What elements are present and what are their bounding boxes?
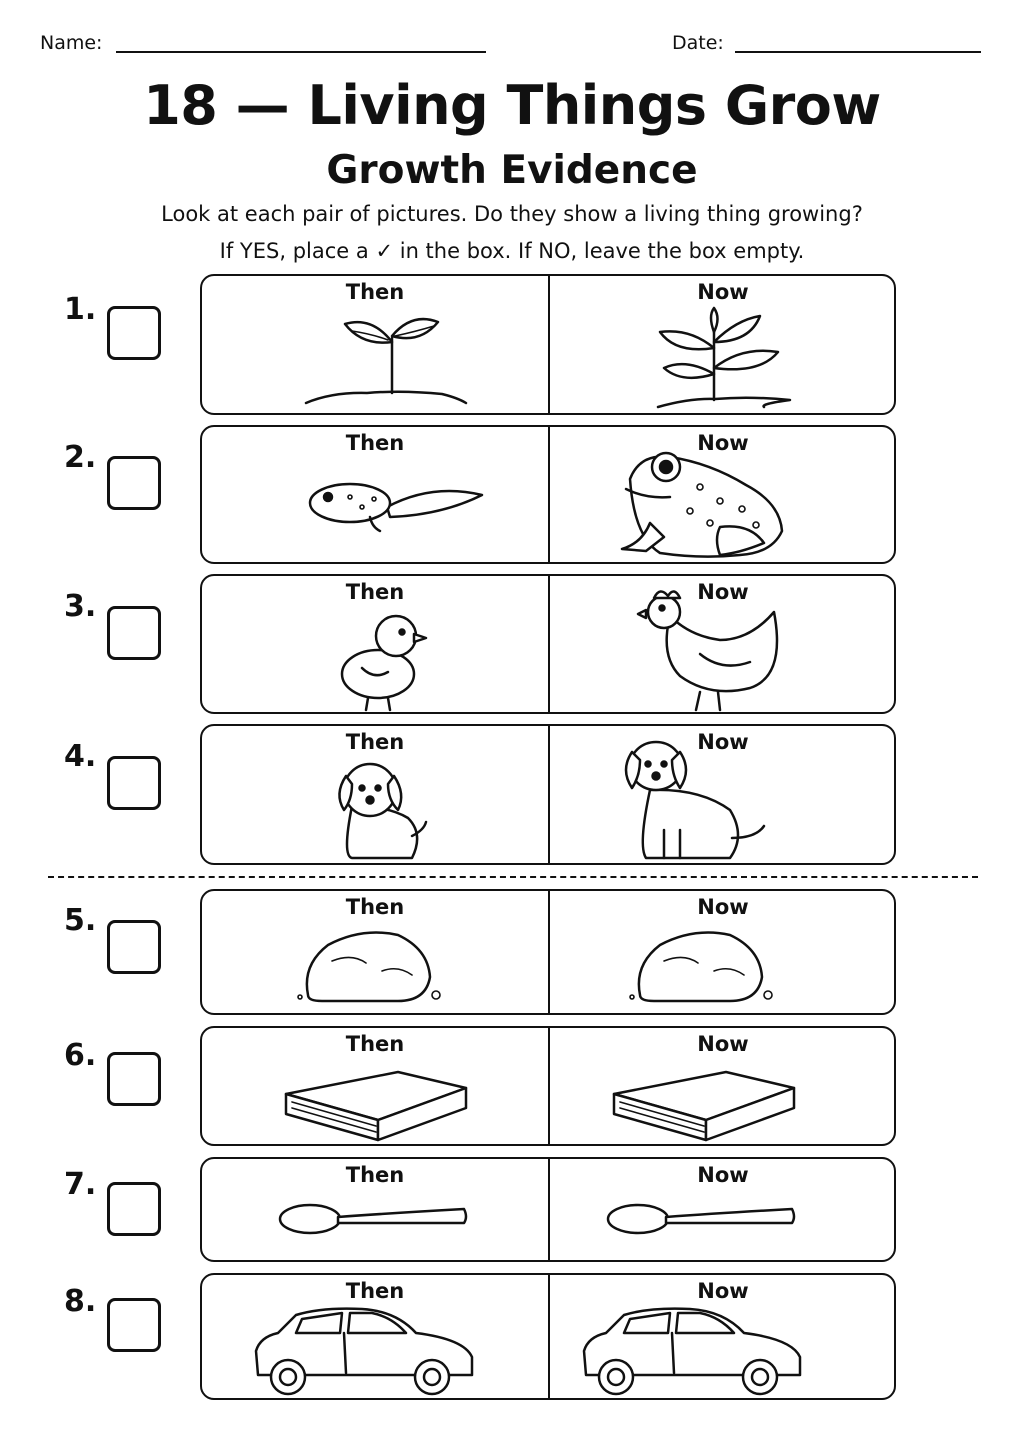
now-panel (548, 1159, 896, 1260)
instruction-line-1: Look at each pair of pictures. Do they show a living thing growing? (161, 202, 863, 226)
answer-checkbox-8[interactable] (107, 1298, 161, 1352)
then-panel (202, 427, 548, 562)
instruction-text-a: If YES, place a (219, 239, 369, 263)
then-label: Then (345, 730, 405, 754)
item-number: 6. (64, 1038, 97, 1073)
car-icon (550, 1275, 896, 1400)
now-label: Now (697, 1163, 749, 1187)
seedling-icon (202, 276, 550, 415)
young-plant-icon (550, 276, 896, 415)
rock-icon (202, 891, 550, 1015)
picture-pair-6 (200, 1026, 896, 1146)
hen-icon (550, 576, 896, 714)
picture-pair-3 (200, 574, 896, 714)
now-panel (548, 726, 896, 863)
now-label: Now (697, 1279, 749, 1303)
item-number: 2. (64, 440, 97, 475)
book-icon (550, 1028, 896, 1146)
spoon-icon (202, 1159, 550, 1262)
rock-icon (550, 891, 896, 1015)
now-label: Now (697, 580, 749, 604)
instruction-line-2 (0, 238, 1024, 264)
picture-pair-7 (200, 1157, 896, 1262)
page-title: 18 — Living Things Grow (143, 74, 881, 137)
picture-pair-4 (200, 724, 896, 865)
answer-checkbox-7[interactable] (107, 1182, 161, 1236)
spoon-icon (550, 1159, 896, 1262)
answer-checkbox-6[interactable] (107, 1052, 161, 1106)
then-label: Then (345, 431, 405, 455)
then-panel (202, 276, 548, 413)
item-number: 8. (64, 1284, 97, 1319)
answer-checkbox-1[interactable] (107, 306, 161, 360)
picture-pair-1 (200, 274, 896, 415)
now-label: Now (697, 1032, 749, 1056)
instruction-text-b: in the box. If NO, leave the box empty. (399, 239, 805, 263)
date-field[interactable] (735, 51, 981, 53)
then-panel (202, 1275, 548, 1398)
then-panel (202, 1159, 548, 1260)
tadpole-icon (202, 427, 550, 564)
checkmark-icon: ✓ (375, 239, 394, 263)
car-icon (202, 1275, 550, 1400)
then-panel (202, 726, 548, 863)
now-panel (548, 576, 896, 712)
now-label: Now (697, 730, 749, 754)
answer-checkbox-5[interactable] (107, 920, 161, 974)
now-panel (548, 1028, 896, 1144)
item-number: 3. (64, 589, 97, 624)
item-number: 1. (64, 292, 97, 327)
item-number: 5. (64, 903, 97, 938)
picture-pair-8 (200, 1273, 896, 1400)
then-label: Then (345, 1163, 405, 1187)
now-label: Now (697, 280, 749, 304)
answer-checkbox-2[interactable] (107, 456, 161, 510)
now-label: Now (697, 431, 749, 455)
picture-pair-5 (200, 889, 896, 1015)
book-icon (202, 1028, 550, 1146)
page-subtitle: Growth Evidence (326, 148, 698, 193)
picture-pair-2 (200, 425, 896, 564)
item-number: 4. (64, 739, 97, 774)
date-label: Date: (672, 32, 724, 54)
then-label: Then (345, 580, 405, 604)
then-label: Then (345, 1279, 405, 1303)
then-label: Then (345, 895, 405, 919)
name-field[interactable] (116, 51, 486, 53)
now-label: Now (697, 895, 749, 919)
puppy-icon (202, 726, 550, 865)
then-label: Then (345, 280, 405, 304)
name-label: Name: (40, 32, 103, 54)
answer-checkbox-3[interactable] (107, 606, 161, 660)
then-panel (202, 1028, 548, 1144)
frog-icon (550, 427, 896, 564)
now-panel (548, 891, 896, 1013)
answer-checkbox-4[interactable] (107, 756, 161, 810)
dog-icon (550, 726, 896, 865)
then-panel (202, 576, 548, 712)
then-panel (202, 891, 548, 1013)
now-panel (548, 1275, 896, 1398)
chick-icon (202, 576, 550, 714)
now-panel (548, 276, 896, 413)
section-divider (48, 876, 978, 878)
item-number: 7. (64, 1167, 97, 1202)
now-panel (548, 427, 896, 562)
then-label: Then (345, 1032, 405, 1056)
